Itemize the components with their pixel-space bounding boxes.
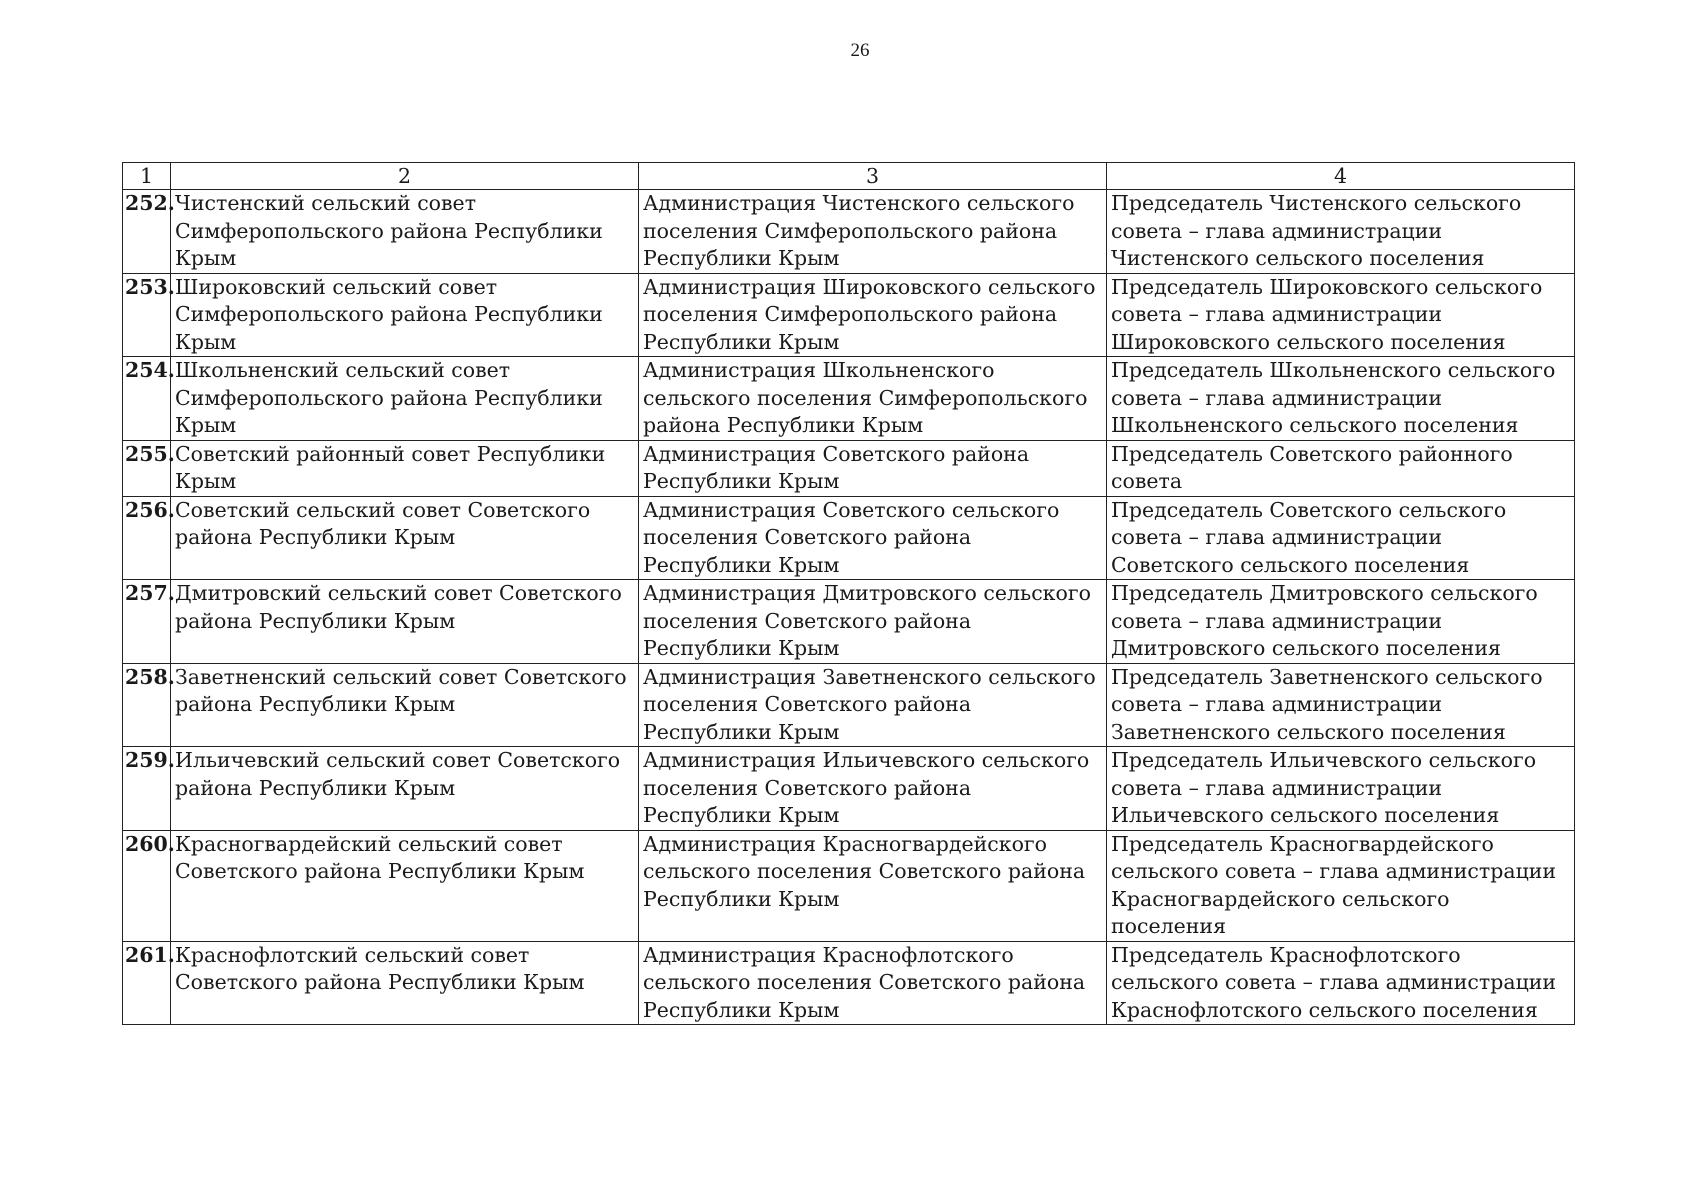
column-header-2: 2 [171,163,639,190]
administration-cell: Администрация Красногвардейского сельского поселения Советского района Республики Крым [639,830,1107,941]
row-number-cell: 258. [123,663,171,747]
administration-cell: Администрация Ильичевского сельского поселения Советского района Республики Крым [639,747,1107,831]
administration-cell: Администрация Дмитровского сельского поселения Советского района Республики Крым [639,580,1107,664]
row-number-cell: 260. [123,830,171,941]
council-name-cell: Ильичевский сельский совет Советского района Республики Крым [171,747,639,831]
row-number-cell: 261. [123,941,171,1025]
council-name-cell: Дмитровский сельский совет Советского района Республики Крым [171,580,639,664]
table-row [123,273,1575,357]
table-row [123,190,1575,274]
official-cell: Председатель Красногвардейского сельского совета – глава администрации Красногвардейского сельского поселения [1107,830,1575,941]
council-name-cell: Чистенский сельский совет Симферопольского района Республики Крым [171,190,639,274]
row-number-cell: 253. [123,273,171,357]
row-number-cell: 255. [123,440,171,496]
column-header-1: 1 [123,163,171,190]
official-cell: Председатель Ильичевского сельского совета – глава администрации Ильичевского сельского поселения [1107,747,1575,831]
official-cell: Председатель Советского районного совета [1107,440,1575,496]
council-name-cell: Красногвардейский сельский совет Советского района Республики Крым [171,830,639,941]
table-row [123,440,1575,496]
council-name-cell: Широковский сельский совет Симферопольского района Республики Крым [171,273,639,357]
administration-cell: Администрация Краснофлотского сельского поселения Советского района Республики Крым [639,941,1107,1025]
table-row [123,747,1575,831]
table-row [123,580,1575,664]
table-row [123,357,1575,441]
page-number: 26 [850,40,870,61]
official-cell: Председатель Советского сельского совета – глава администрации Советского сельского поселения [1107,496,1575,580]
row-number-cell: 257. [123,580,171,664]
council-name-cell: Советский сельский совет Советского района Республики Крым [171,496,639,580]
council-name-cell: Школьненский сельский совет Симферопольского района Республики Крым [171,357,639,441]
administration-cell: Администрация Широковского сельского поселения Симферопольского района Республики Крым [639,273,1107,357]
document-table [122,162,1575,1025]
table-body [123,190,1575,1025]
administration-cell: Администрация Советского района Республики Крым [639,440,1107,496]
table-row [123,830,1575,941]
table-row [123,663,1575,747]
row-number-cell: 256. [123,496,171,580]
administration-cell: Администрация Школьненского сельского поселения Симферопольского района Республики Крым [639,357,1107,441]
official-cell: Председатель Чистенского сельского совета – глава администрации Чистенского сельского поселения [1107,190,1575,274]
column-header-3: 3 [639,163,1107,190]
row-number-cell: 259. [123,747,171,831]
official-cell: Председатель Широковского сельского совета – глава администрации Широковского сельского поселения [1107,273,1575,357]
table-row [123,496,1575,580]
table-header-row [123,163,1575,190]
official-cell: Председатель Заветненского сельского совета – глава администрации Заветненского сельского поселения [1107,663,1575,747]
row-number-cell: 252. [123,190,171,274]
administration-cell: Администрация Заветненского сельского поселения Советского района Республики Крым [639,663,1107,747]
administration-cell: Администрация Чистенского сельского поселения Симферопольского района Республики Крым [639,190,1107,274]
administration-cell: Администрация Советского сельского поселения Советского района Республики Крым [639,496,1107,580]
column-header-4: 4 [1107,163,1575,190]
council-name-cell: Заветненский сельский совет Советского района Республики Крым [171,663,639,747]
council-name-cell: Советский районный совет Республики Крым [171,440,639,496]
council-name-cell: Краснофлотский сельский совет Советского района Республики Крым [171,941,639,1025]
official-cell: Председатель Краснофлотского сельского совета – глава администрации Краснофлотского сельского поселения [1107,941,1575,1025]
official-cell: Председатель Дмитровского сельского совета – глава администрации Дмитровского сельского поселения [1107,580,1575,664]
row-number-cell: 254. [123,357,171,441]
official-cell: Председатель Школьненского сельского совета – глава администрации Школьненского сельского поселения [1107,357,1575,441]
table-row [123,941,1575,1025]
